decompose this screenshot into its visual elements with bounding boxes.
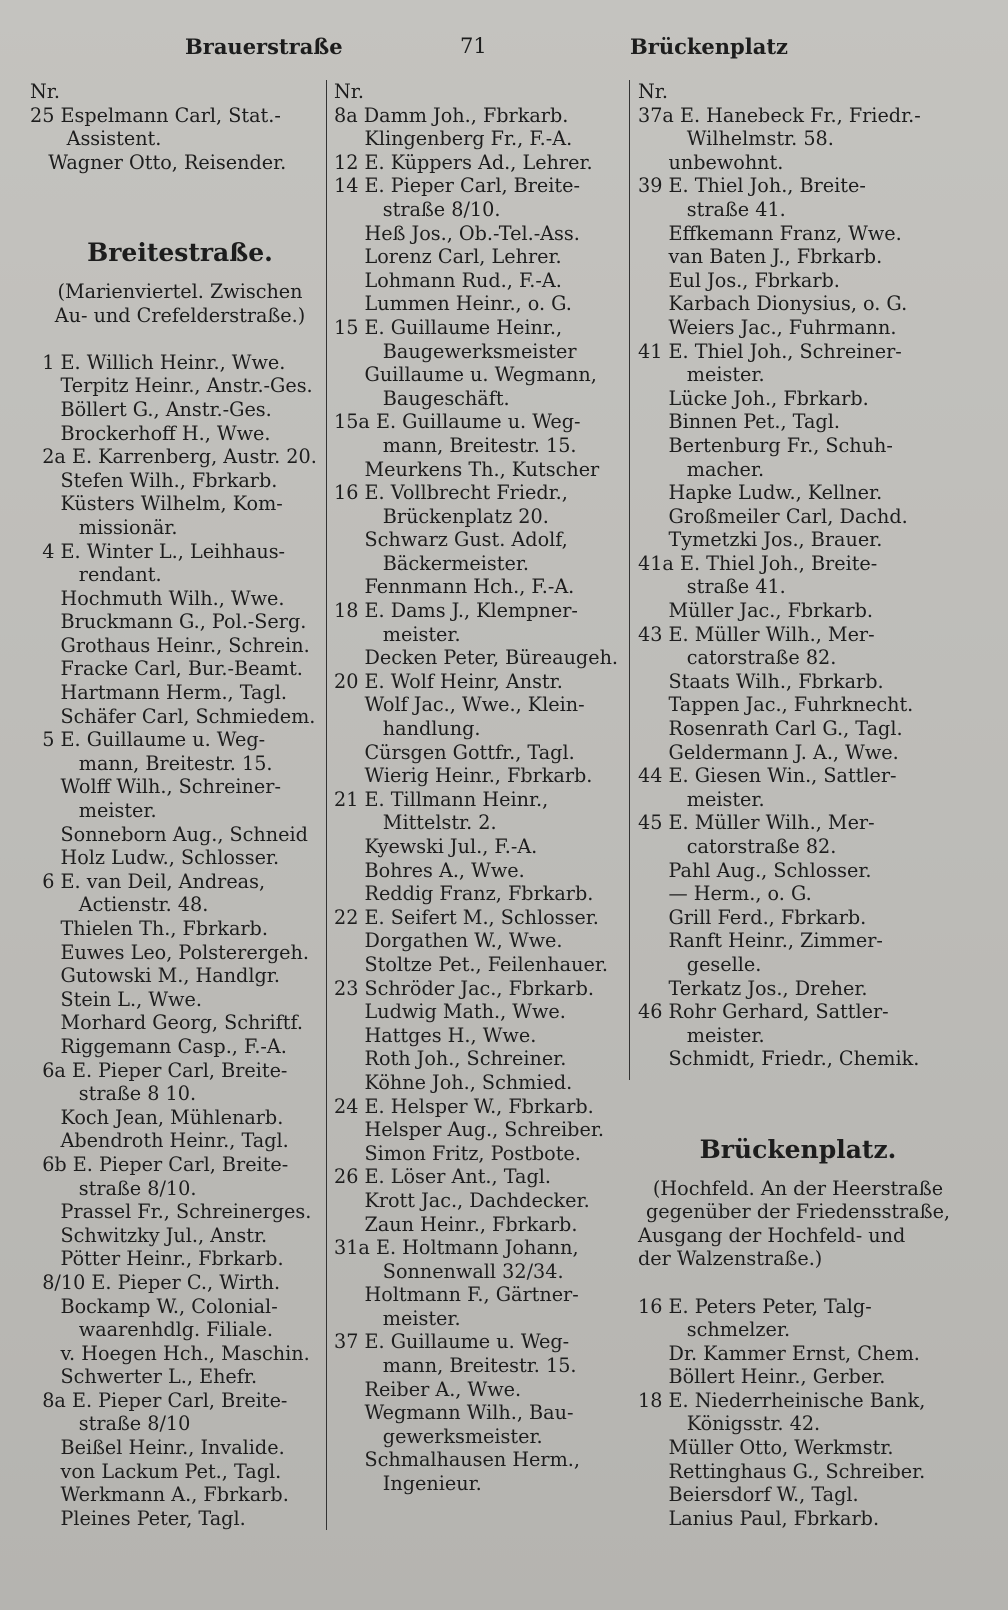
directory-entry: Geldermann J. A., Wwe.: [638, 740, 899, 764]
directory-entry: 43 E. Müller Wilh., Mer-: [638, 622, 875, 646]
directory-entry: Königsstr. 42.: [638, 1412, 821, 1436]
directory-entry: Euwes Leo, Polsterergeh.: [30, 940, 309, 964]
directory-entry: gewerksmeister.: [334, 1424, 543, 1448]
directory-entry: Schwarz Gust. Adolf,: [334, 528, 568, 552]
street-description: gegenüber der Friedensstraße,: [645, 1200, 951, 1224]
directory-entry: 20 E. Wolf Heinr, Anstr.: [334, 669, 563, 693]
directory-entry: straße 41.: [638, 575, 786, 599]
directory-entry: 14 E. Pieper Carl, Breite-: [334, 174, 580, 198]
directory-entry: Heß Jos., Ob.-Tel.-Ass.: [334, 221, 580, 245]
directory-entry: unbewohnt.: [638, 150, 784, 174]
directory-entry: 23 Schröder Jac., Fbrkarb.: [334, 976, 594, 1000]
header-left-street: Brauerstraße: [185, 34, 343, 59]
directory-entry: Brockerhoff H., Wwe.: [30, 421, 271, 445]
directory-entry: geselle.: [638, 952, 762, 976]
directory-entry: meister.: [638, 363, 765, 387]
directory-entry: Terpitz Heinr., Anstr.-Ges.: [30, 374, 313, 398]
directory-entry: straße 8/10.: [334, 197, 501, 221]
blank-line: [30, 327, 330, 351]
directory-entry: 8/10 E. Pieper C., Wirth.: [30, 1270, 281, 1294]
directory-entry: Decken Peter, Büreaugeh.: [334, 646, 619, 670]
directory-entry: Baugewerksmeister: [334, 339, 577, 363]
directory-entry: Roth Joh., Schreiner.: [334, 1047, 567, 1071]
directory-entry: der Walzenstraße.): [638, 1247, 823, 1271]
directory-entry: straße 41.: [638, 197, 786, 221]
directory-entry: von Lackum Pet., Tagl.: [30, 1459, 282, 1483]
directory-entry: 6 E. van Deil, Andreas,: [30, 869, 266, 893]
street-description: Au- und Crefelderstraße.): [54, 303, 306, 327]
directory-entry: — Herm., o. G.: [638, 882, 812, 906]
directory-entry: Dr. Kammer Ernst, Chem.: [638, 1341, 920, 1365]
directory-entry: Weiers Jac., Fuhrmann.: [638, 315, 897, 339]
directory-entry: Rettinghaus G., Schreiber.: [638, 1459, 926, 1483]
directory-entry: Beiersdorf W., Tagl.: [638, 1483, 859, 1507]
blank-line: [638, 1071, 958, 1095]
directory-entry: Terkatz Jos., Dreher.: [638, 976, 868, 1000]
directory-entry: Fennmann Hch., F.-A.: [334, 575, 575, 599]
directory-entry: Beißel Heinr., Invalide.: [30, 1436, 285, 1460]
directory-entry: Abendroth Heinr., Tagl.: [30, 1129, 289, 1153]
directory-entry: Assistent.: [30, 127, 162, 151]
directory-entry: 12 E. Küppers Ad., Lehrer.: [334, 150, 593, 174]
directory-entry: Wolf Jac., Wwe., Klein-: [334, 693, 585, 717]
directory-entry: Werkmann A., Fbrkarb.: [30, 1483, 289, 1507]
directory-entry: Großmeiler Carl, Dachd.: [638, 504, 908, 528]
directory-entry: 18 E. Dams J., Klempner-: [334, 599, 578, 623]
directory-entry: Bertenburg Fr., Schuh-: [638, 433, 893, 457]
directory-entry: mann, Breitestr. 15.: [334, 1354, 577, 1378]
directory-entry: v. Hoegen Hch., Maschin.: [30, 1341, 310, 1365]
directory-entry: Bruckmann G., Pol.-Serg.: [30, 610, 307, 634]
directory-entry: 6a E. Pieper Carl, Breite-: [30, 1058, 288, 1082]
directory-entry: Pahl Aug., Schlosser.: [638, 858, 872, 882]
directory-entry: Wierig Heinr., Fbrkarb.: [334, 764, 593, 788]
directory-entry: 21 E. Tillmann Heinr.,: [334, 787, 549, 811]
blank-line: [30, 174, 330, 198]
directory-entry: Meurkens Th., Kutscher: [334, 457, 600, 481]
directory-entry: Staats Wilh., Fbrkarb.: [638, 669, 884, 693]
directory-entry: 16 E. Vollbrecht Friedr.,: [334, 481, 568, 505]
directory-entry: 22 E. Seifert M., Schlosser.: [334, 905, 599, 929]
directory-entry: 41 E. Thiel Joh., Schreiner-: [638, 339, 902, 363]
directory-entry: 46 Rohr Gerhard, Sattler-: [638, 1000, 889, 1024]
directory-entry: Sonneborn Aug., Schneid: [30, 822, 308, 846]
directory-entry: Guillaume u. Wegmann,: [334, 363, 597, 387]
directory-entry: Mittelstr. 2.: [334, 811, 497, 835]
directory-entry: Böllert G., Anstr.-Ges.: [30, 397, 272, 421]
directory-entry: rendant.: [30, 563, 162, 587]
street-heading: Breitestraße.: [87, 237, 273, 267]
directory-entry: meister.: [638, 787, 765, 811]
directory-entry: Klingenberg Fr., F.-A.: [334, 127, 573, 151]
directory-entry: 25 Espelmann Carl, Stat.-: [30, 103, 281, 127]
directory-entry: Cürsgen Gottfr., Tagl.: [334, 740, 575, 764]
directory-entry: 15a E. Guillaume u. Weg-: [334, 410, 581, 434]
directory-entry: Zaun Heinr., Fbrkarb.: [334, 1212, 578, 1236]
directory-entry: Bäckermeister.: [334, 551, 529, 575]
directory-entry: Gutowski M., Handlgr.: [30, 964, 280, 988]
page-header: [0, 28, 1008, 68]
directory-entry: Karbach Dionysius, o. G.: [638, 292, 908, 316]
column-number-label: Nr.: [30, 80, 60, 103]
directory-entry: 8a Damm Joh., Fbrkarb.: [334, 103, 569, 127]
street-description: (Marienviertel. Zwischen: [57, 279, 303, 303]
directory-entry: Sonnenwall 32/34.: [334, 1259, 564, 1283]
directory-entry: meister.: [30, 799, 157, 823]
directory-entry: Reiber A., Wwe.: [334, 1377, 522, 1401]
directory-entry: Holtmann F., Gärtner-: [334, 1283, 579, 1307]
directory-entry: mann, Breitestr. 15.: [30, 751, 273, 775]
directory-entry: Wegmann Wilh., Bau-: [334, 1401, 574, 1425]
directory-entry: straße 8/10: [30, 1412, 191, 1436]
directory-entry: straße 8/10.: [30, 1176, 197, 1200]
directory-entry: 37 E. Guillaume u. Weg-: [334, 1330, 570, 1354]
directory-entry: Hattges H., Wwe.: [334, 1023, 537, 1047]
directory-entry: 4 E. Winter L., Leihhaus-: [30, 539, 286, 563]
directory-entry: Lohmann Rud., F.-A.: [334, 268, 562, 292]
directory-entry: Ausgang der Hochfeld- und: [638, 1223, 906, 1247]
directory-entry: 41a E. Thiel Joh., Breite-: [638, 551, 878, 575]
directory-entry: van Baten J., Fbrkarb.: [638, 245, 883, 269]
directory-entry: 1 E. Willich Heinr., Wwe.: [30, 350, 286, 374]
directory-entry: Brückenplatz 20.: [334, 504, 549, 528]
directory-entry: Reddig Franz, Fbrkarb.: [334, 882, 594, 906]
directory-entry: 18 E. Niederrheinische Bank,: [638, 1388, 926, 1412]
directory-entry: Müller Jac., Fbrkarb.: [638, 599, 873, 623]
directory-entry: Stein L., Wwe.: [30, 987, 202, 1011]
directory-entry: Schäfer Carl, Schmiedem.: [30, 704, 316, 728]
directory-entry: Krott Jac., Dachdecker.: [334, 1188, 590, 1212]
directory-entry: Stefen Wilh., Fbrkarb.: [30, 468, 278, 492]
directory-entry: 5 E. Guillaume u. Weg-: [30, 728, 266, 752]
directory-entry: handlung.: [334, 717, 481, 741]
directory-entry: catorstraße 82.: [638, 646, 837, 670]
directory-entry: Pleines Peter, Tagl.: [30, 1506, 246, 1530]
directory-entry: 45 E. Müller Wilh., Mer-: [638, 811, 875, 835]
column-right: [638, 80, 958, 1530]
directory-entry: 39 E. Thiel Joh., Breite-: [638, 174, 866, 198]
blank-line: [638, 1271, 958, 1295]
directory-entry: Bockamp W., Colonial-: [30, 1294, 278, 1318]
street-heading: Brückenplatz.: [699, 1134, 897, 1164]
directory-entry: meister.: [334, 1306, 461, 1330]
directory-entry: straße 8 10.: [30, 1082, 197, 1106]
directory-entry: Wolff Wilh., Schreiner-: [30, 775, 281, 799]
directory-entry: Prassel Fr., Schreinerges.: [30, 1200, 312, 1224]
directory-entry: Bohres A., Wwe.: [334, 858, 525, 882]
directory-entry: Stoltze Pet., Feilenhauer.: [334, 952, 609, 976]
directory-entry: Holz Ludw., Schlosser.: [30, 846, 280, 870]
directory-entry: meister.: [638, 1023, 765, 1047]
directory-entry: Grothaus Heinr., Schrein.: [30, 633, 310, 657]
directory-entry: Simon Fritz, Postbote.: [334, 1141, 581, 1165]
directory-entry: schmelzer.: [638, 1318, 791, 1342]
directory-entry: Ranft Heinr., Zimmer-: [638, 929, 883, 953]
directory-entry: Morhard Georg, Schriftf.: [30, 1011, 303, 1035]
directory-entry: Ludwig Math., Wwe.: [334, 1000, 566, 1024]
directory-entry: Koch Jean, Mühlenarb.: [30, 1105, 284, 1129]
directory-entry: catorstraße 82.: [638, 835, 837, 858]
directory-entry: 15 E. Guillaume Heinr.,: [334, 315, 563, 339]
page-number: 71: [460, 34, 487, 58]
directory-entry: Actienstr. 48.: [30, 893, 209, 917]
directory-entry: Rosenrath Carl G., Tagl.: [638, 717, 903, 741]
column-left: [30, 80, 330, 1530]
directory-entry: 24 E. Helsper W., Fbrkarb.: [334, 1094, 594, 1118]
directory-entry: Schwitzky Jul., Anstr.: [30, 1223, 268, 1247]
directory-entry: Kyewski Jul., F.-A.: [334, 835, 538, 858]
column-number-label: Nr.: [334, 80, 364, 103]
directory-entry: 26 E. Löser Ant., Tagl.: [334, 1165, 551, 1189]
directory-entry: Müller Otto, Werkmstr.: [638, 1436, 894, 1460]
directory-entry: Hartmann Herm., Tagl.: [30, 681, 288, 705]
directory-entry: 16 E. Peters Peter, Talg-: [638, 1294, 872, 1318]
directory-entry: Schmidt, Friedr., Chemik.: [638, 1047, 920, 1071]
directory-entry: Lummen Heinr., o. G.: [334, 292, 572, 316]
column-number-label: Nr.: [638, 80, 668, 103]
directory-entry: 6b E. Pieper Carl, Breite-: [30, 1152, 289, 1176]
directory-entry: waarenhdlg. Filiale.: [30, 1318, 273, 1342]
directory-entry: 44 E. Giesen Win., Sattler-: [638, 764, 897, 788]
directory-entry: Ingenieur.: [334, 1472, 482, 1496]
directory-entry: Eul Jos., Fbrkarb.: [638, 268, 840, 292]
directory-entry: missionär.: [30, 515, 178, 539]
directory-entry: Wagner Otto, Reisender.: [30, 150, 287, 174]
directory-entry: Lorenz Carl, Lehrer.: [334, 245, 562, 269]
directory-entry: Lücke Joh., Fbrkarb.: [638, 386, 869, 410]
directory-entry: meister.: [334, 622, 461, 646]
directory-entry: 8a E. Pieper Carl, Breite-: [30, 1388, 288, 1412]
directory-entry: Küsters Wilhelm, Kom-: [30, 492, 283, 516]
directory-entry: Tymetzki Jos., Brauer.: [638, 528, 883, 552]
directory-entry: Köhne Joh., Schmied.: [334, 1070, 573, 1094]
directory-entry: Schmalhausen Herm.,: [334, 1448, 580, 1472]
directory-entry: Dorgathen W., Wwe.: [334, 929, 563, 953]
directory-entry: macher.: [638, 457, 765, 481]
directory-entry: 37a E. Hanebeck Fr., Friedr.-: [638, 103, 921, 127]
directory-entry: Riggemann Casp., F.-A.: [30, 1034, 287, 1058]
directory-entry: Thielen Th., Fbrkarb.: [30, 917, 268, 940]
directory-entry: Lanius Paul, Fbrkarb.: [638, 1506, 880, 1530]
directory-entry: Hapke Ludw., Kellner.: [638, 481, 883, 505]
directory-entry: Schwerter L., Ehefr.: [30, 1365, 258, 1389]
directory-entry: Grill Ferd., Fbrkarb.: [638, 905, 867, 929]
directory-entry: Pötter Heinr., Fbrkarb.: [30, 1247, 284, 1271]
directory-entry: Effkemann Franz, Wwe.: [638, 221, 902, 245]
street-description: (Hochfeld. An der Heerstraße: [652, 1176, 944, 1200]
directory-entry: Helsper Aug., Schreiber.: [334, 1118, 604, 1142]
directory-entry: Böllert Heinr., Gerber.: [638, 1365, 886, 1389]
column-middle: [334, 80, 634, 1496]
directory-entry: Binnen Pet., Tagl.: [638, 410, 840, 434]
directory-entry: Hochmuth Wilh., Wwe.: [30, 586, 285, 610]
directory-entry: mann, Breitestr. 15.: [334, 433, 577, 457]
directory-entry: Tappen Jac., Fuhrknecht.: [638, 693, 914, 717]
directory-entry: Wilhelmstr. 58.: [638, 127, 834, 151]
header-right-street: Brückenplatz: [630, 34, 788, 59]
directory-entry: Fracke Carl, Bur.-Beamt.: [30, 657, 303, 681]
directory-entry: 31a E. Holtmann Johann,: [334, 1236, 579, 1260]
directory-entry: Baugeschäft.: [334, 386, 510, 410]
directory-entry: 2a E. Karrenberg, Austr. 20.: [30, 445, 317, 469]
